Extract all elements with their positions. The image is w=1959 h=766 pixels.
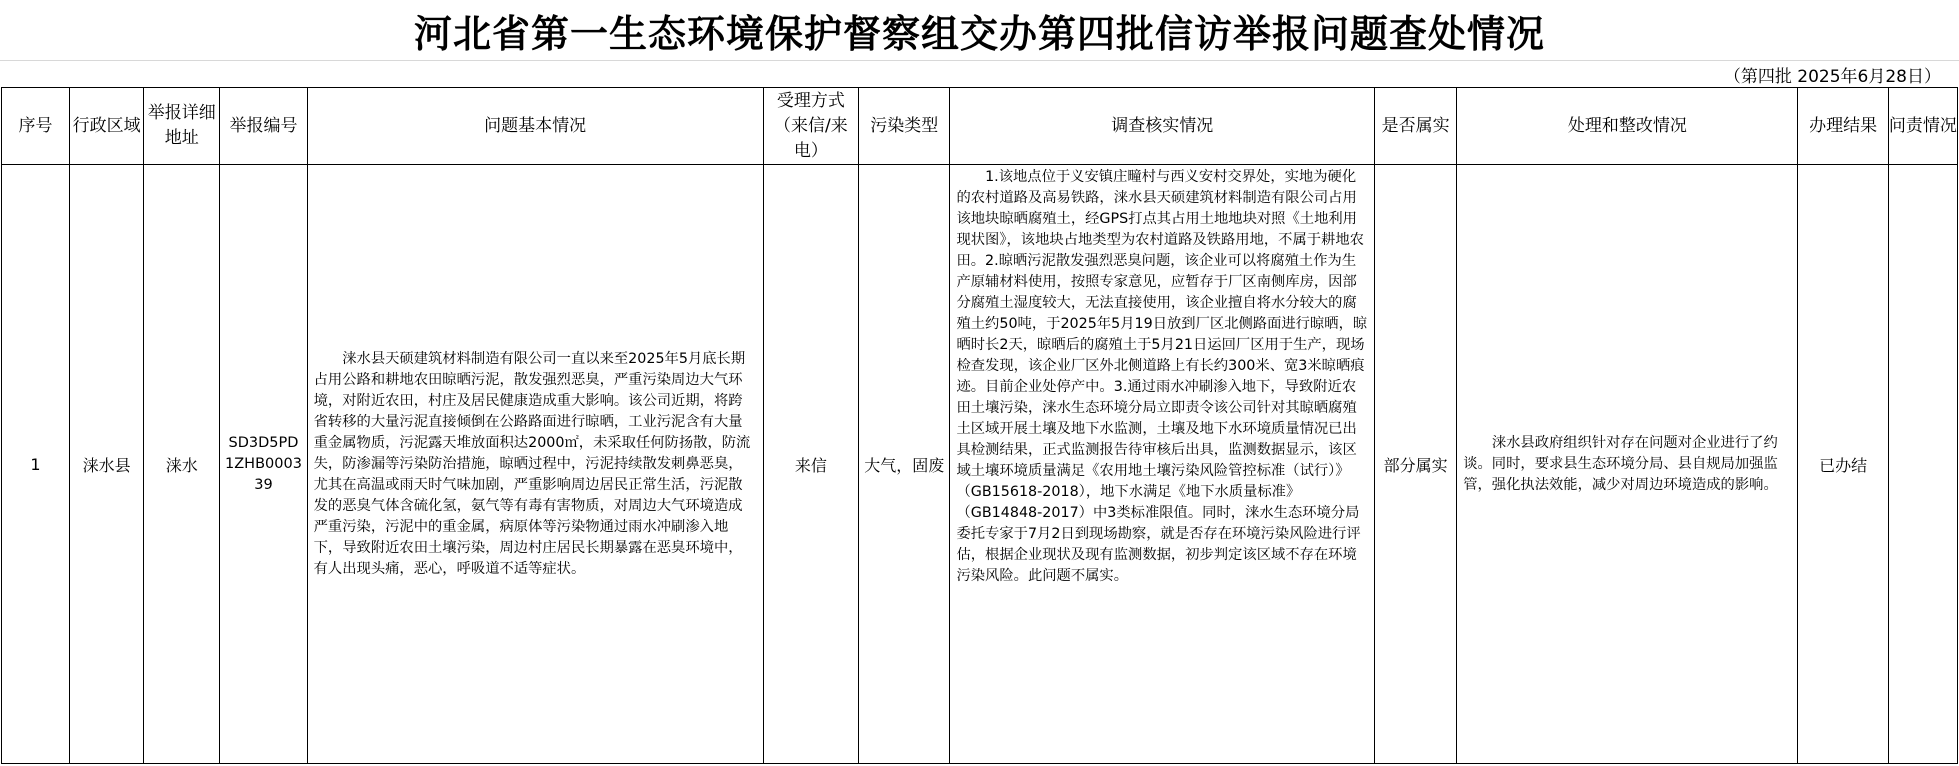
batch-date-note: （第四批 2025年6月28日）: [1723, 66, 1941, 87]
cell-region: 涞水县: [70, 165, 144, 764]
cell-investigation: [950, 165, 1375, 764]
cell-address: 涞水: [144, 165, 220, 764]
header-seq: 序号: [2, 88, 70, 165]
cell-verified: 部分属实: [1374, 165, 1456, 764]
header-handling: 处理和整改情况: [1457, 88, 1798, 165]
table-row: [2, 165, 1958, 764]
cell-pollution: 大气，固废: [859, 165, 950, 764]
header-address: 举报详细地址: [144, 88, 220, 165]
table-header-row: [2, 88, 1958, 165]
header-code: 举报编号: [220, 88, 307, 165]
cell-method: 来信: [763, 165, 858, 764]
issue-text: 涞水县天硕建筑材料制造有限公司一直以来至2025年5月底长期占用公路和耕地农田晾晒污泥，散发强烈恶臭，严重污染周边大气环境，对附近农田，村庄及居民健康造成重大影响。该公司近期，将跨省转移的大量污泥直接倾倒在公路路面进行晾晒，工业污泥含有大量重金属物质，污泥露天堆放面积达2000㎡，未采取任何防扬散，防流失，防渗漏等污染防治措施，晾晒过程中，污泥持续散发刺鼻恶臭，尤其在高温或雨天时气味加剧，严重影响周边居民正常生活，污泥散发的恶臭气体含硫化氢，氨气等有毒有害物质，对周边大气环境造成严重污染，污泥中的重金属，病原体等污染物通过雨水冲刷渗入地下，导致附近农田土壤污染，周边村庄居民长期暴露在恶臭环境中，有人出现头痛，恶心，呼吸道不适等症状。: [313, 350, 751, 577]
cell-handling: [1457, 165, 1798, 764]
header-method: 受理方式（来信/来电）: [763, 88, 858, 165]
header-accountability: 问责情况: [1888, 88, 1957, 165]
page-title: 河北省第一生态环境保护督察组交办第四批信访举报问题查处情况: [0, 0, 1959, 61]
cell-seq: 1: [2, 165, 70, 764]
cell-code: SD3D5PD1ZHB000339: [220, 165, 307, 764]
header-issue: 问题基本情况: [307, 88, 763, 165]
cell-accountability: [1888, 165, 1957, 764]
header-investigation: 调查核实情况: [950, 88, 1375, 165]
cell-issue: [307, 165, 763, 764]
investigation-text: 1.该地点位于义安镇庄疃村与西义安村交界处，实地为硬化的农村道路及高易铁路，涞水县天硕建筑材料制造有限公司占用该地块晾晒腐殖土，经GPS打点其占用土地地块对照《土地利用现状图》，该地块占地类型为农村道路及铁路用地，不属于耕地农田。2.晾晒污泥散发强烈恶臭问题，该企业可以将腐殖土作为生产原辅材料使用，按照专家意见，应暂存于厂区南侧库房，因部分腐殖土湿度较大，无法直接使用，该企业擅自将水分较大的腐殖土约50吨，于2025年5月19日放到厂区北侧路面进行晾晒，晾晒时长2天，晾晒后的腐殖土于5月21日运回厂区用于生产，现场检查发现，该企业厂区外北侧道路上有长约300米、宽3米晾晒痕迹。目前企业处停产中。3.通过雨水冲刷渗入地下，导致附近农田土壤污染，涞水生态环境分局立即责令该公司针对其晾晒腐殖土区域开展土壤及地下水监测，土壤及地下水环境质量情况已出具检测结果，正式监测报告待审核后出具，监测数据显示，该区域土壤环境质量满足《农用地土壤污染风险管控标准（试行）》（GB15618-2018），地下水满足《地下水质量标准》（GB14848-2017）中3类标准限值。同时，涞水生态环境分局委托专家于7月2日到现场勘察，就是否存在环境污染风险进行评估，根据企业现状及现有监测数据，初步判定该区域不存在环境污染风险。此问题不属实。: [956, 169, 1368, 584]
report-table: [1, 87, 1958, 764]
header-region: 行政区域: [70, 88, 144, 165]
cell-result: 已办结: [1798, 165, 1888, 764]
header-pollution: 污染类型: [859, 88, 950, 165]
header-result: 办理结果: [1798, 88, 1888, 165]
header-verified: 是否属实: [1374, 88, 1456, 165]
handling-text: 涞水县政府组织针对存在问题对企业进行了约谈。同时，要求县生态环境分局、县自规局加强监管，强化执法效能，减少对周边环境造成的影响。: [1463, 434, 1778, 493]
